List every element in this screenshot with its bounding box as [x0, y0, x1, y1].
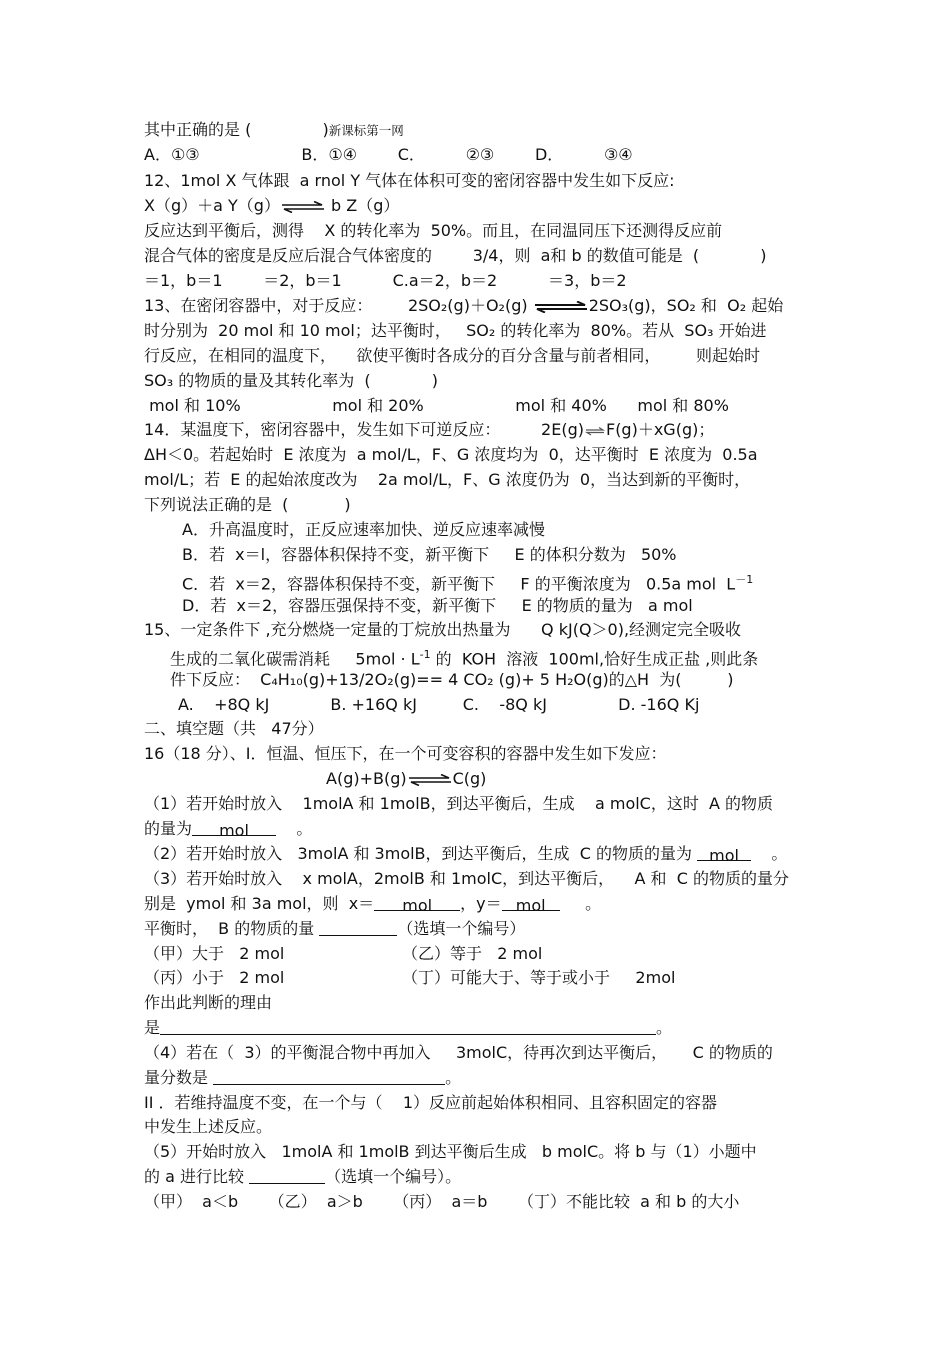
- q13-options: mol 和 10% mol 和 20% mol 和 40% mol 和 80%: [144, 396, 729, 415]
- q14-option-b: B．若 x＝l，容器体积保持不变，新平衡下 E 的体积分数为 50%: [182, 545, 677, 564]
- q14-line2: ΔH＜0。若起始时 E 浓度为 a mol/L，F、G 浓度均为 0，达平衡时 E 浓度为 0.5a: [144, 445, 758, 464]
- q15-options: A. +8Q kJ B. +16Q kJ C. -8Q kJ D. -16Q Kj: [178, 695, 700, 714]
- q14-option-c: C．若 x＝2，容器体积保持不变，新平衡下 F 的平衡浓度为 0.5a mol $L^{-1}$: [182, 573, 754, 594]
- answer-blank[interactable]: mol: [502, 896, 560, 911]
- q16-option-bing: （丙）小于 2 mol: [144, 968, 285, 987]
- q12-line3: 反应达到平衡后，测得 X 的转化率为 50%。而且，在同温同压下还测得反应前: [144, 221, 723, 240]
- q12-options: ＝1，b＝1 ＝2，b＝1 C.a＝2，b＝2 ＝3，b＝2: [144, 271, 627, 290]
- q16-option-ding: （丁）可能大于、等于或小于 2mol: [402, 968, 676, 987]
- q11-options: A．①③ B．①④ C． ②③ D． ③④: [144, 145, 633, 164]
- q16-line1: 16（18 分）、I．恒温、恒压下，在一个可变容积的容器中发生如下发应：: [144, 744, 667, 763]
- answer-blank[interactable]: mol: [374, 896, 460, 911]
- q13-line3: 行反应，在相同的温度下， 欲使平衡时各成分的百分含量与前者相同， 则起始时: [144, 346, 760, 365]
- q14-option-a: A．升高温度时，正反应速率加快、逆反应速率减慢: [182, 520, 545, 539]
- q16-part1-line1: （1）若开始时放入 1molA 和 1molB，到达平衡后，生成 a molC，这时 A 的物质: [144, 794, 774, 813]
- q14-option-d: D．若 x＝2，容器压强保持不变，新平衡下 E 的物质的量为 a mol: [182, 596, 693, 615]
- q16-part2: （2）若开始时放入 3molA 和 3molB，到达平衡后，生成 C 的物质的量为 mol 。: [144, 844, 788, 865]
- q16-reason-label: 作出此判断的理由: [144, 993, 273, 1012]
- q11-stem: 其中正确的是 ( )新课标第一网: [144, 120, 404, 139]
- q13-line4: SO₃ 的物质的量及其转化率为 ( ): [144, 371, 438, 390]
- q16-part5-line1: （5）开始时放入 1molA 和 1molB 到达平衡后生成 b molC。将 b 与（1）小题中: [144, 1142, 757, 1161]
- q16-part2-intro-line2: 中发生上述反应。: [144, 1117, 273, 1136]
- q16-option-jia: （甲）大于 2 mol: [144, 944, 285, 963]
- answer-blank[interactable]: [319, 921, 397, 936]
- q16-part3-line2: 别是 ymol 和 3a mol，则 x＝ mol ，y＝ mol 。: [144, 894, 602, 915]
- q16-part5-line2: 的 a 进行比较 （选填一个编号）。: [144, 1167, 462, 1186]
- equilibrium-arrow-icon: [584, 426, 606, 436]
- q14-line3: mol/L；若 E 的起始浓度改为 2a mol/L，F、G 浓度仍为 0，当达到新的平衡时，: [144, 470, 751, 489]
- answer-blank[interactable]: [213, 1070, 445, 1085]
- equilibrium-arrow-icon: [533, 301, 589, 313]
- q16-option-yi: （乙）等于 2 mol: [402, 944, 543, 963]
- q12-line4: 混合气体的密度是反应后混合气体密度的 3/4，则 a和 b 的数值可能是 ( ): [144, 246, 767, 265]
- q13-line2: 时分别为 20 mol 和 10 mol；达平衡时， SO₂ 的转化率为 80%。若从 SO₃ 开始进: [144, 321, 767, 340]
- equilibrium-arrow-icon: [407, 774, 453, 786]
- q15-line3: 件下反应： C₄H₁₀(g)+13/2O₂(g)== 4 CO₂ (g)+ 5 H₂O(g)的△H 为( ): [170, 670, 734, 689]
- answer-blank[interactable]: [249, 1169, 325, 1184]
- answer-blank[interactable]: mol: [192, 821, 276, 836]
- equilibrium-arrow-icon: [280, 201, 326, 213]
- q16-part3-line1: （3）若开始时放入 x molA，2molB 和 1molC，到达平衡后， A 和 C 的物质的量分: [144, 869, 789, 888]
- answer-blank[interactable]: mol: [697, 846, 751, 861]
- q11-note: 新课标第一网: [328, 123, 404, 138]
- q16-part4-line2: 量分数是 。: [144, 1068, 462, 1087]
- q16-equation: A(g)+B(g) C(g): [326, 769, 487, 788]
- q12-equation: X（g）＋a Y（g） b Z（g）: [144, 196, 400, 215]
- q14-line4: 下列说法正确的是 ( ): [144, 495, 351, 514]
- q16-part3-line3: 平衡时， B 的物质的量 （选填一个编号）: [144, 919, 526, 938]
- q16-part5-options: （甲） a＜b （乙） a＞b （丙） a＝b （丁）不能比较 a 和 b 的大小: [144, 1192, 740, 1211]
- q16-part1-line2: 的量为 mol 。: [144, 819, 313, 840]
- q15-line1: 15、一定条件下 ,充分燃烧一定量的丁烷放出热量为 Q kJ(Q＞0),经测定完全吸收: [144, 620, 742, 639]
- q12-line1: 12、1mol X 气体跟 a rnol Y 气体在体积可变的密闭容器中发生如下反应:: [144, 171, 675, 190]
- answer-blank[interactable]: [160, 1020, 656, 1035]
- q13-line1: 13、在密闭容器中，对于反应： 2SO₂(g)＋O₂(g) 2SO₃(g)，SO₂ 和 O₂ 起始: [144, 296, 784, 315]
- q15-line2: 生成的二氧化碳需消耗 $5mol \cdot L^{-1}$ 的 KOH 溶液 100ml,恰好生成正盐 ,则此条: [170, 648, 759, 669]
- q16-part2-intro-line1: II ．若维持温度不变，在一个与（ 1）反应前起始体积相同、且容积固定的容器: [144, 1093, 718, 1112]
- q16-reason-line: 是 。: [144, 1018, 673, 1037]
- q16-part4-line1: （4）若在（ 3）的平衡混合物中再加入 3molC，待再次到达平衡后， C 的物质的: [144, 1043, 773, 1062]
- section-heading: 二、填空题（共 47分）: [144, 719, 324, 738]
- q14-line1: 14．某温度下，密闭容器中，发生如下可逆反应： 2E(g) F(g)＋xG(g)；: [144, 420, 715, 439]
